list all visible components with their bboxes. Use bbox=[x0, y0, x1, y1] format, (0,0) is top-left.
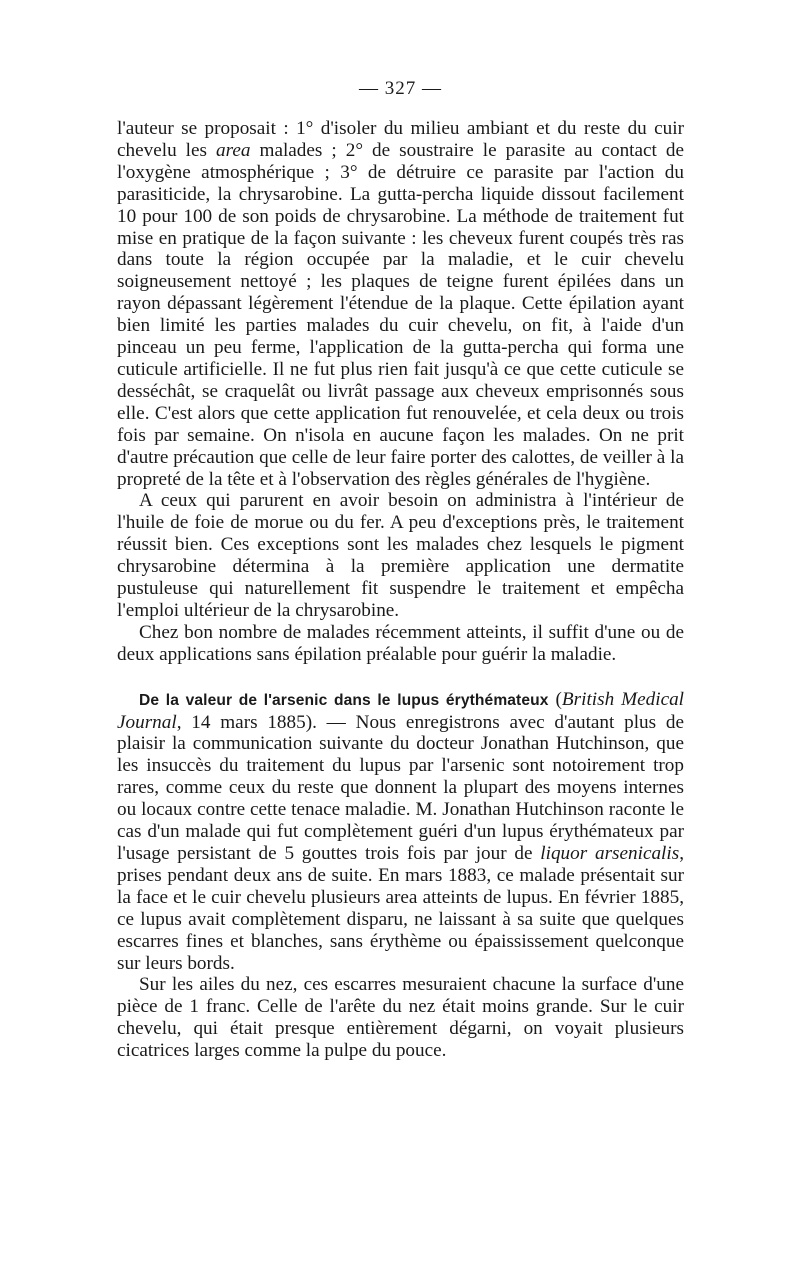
text-run: Sur les ailes du nez, ces escarres mesuraient chacune la surface d'une pièce de 1 franc. Celle de l'arête du nez était moins grande. Sur le cuir chevelu, qui était presque entièrement dégarni, on voyait plusieurs cicatrices larges comme la pulpe du pouce. bbox=[117, 974, 684, 1062]
italic-text: area bbox=[216, 139, 251, 161]
paragraph-p1 bbox=[117, 118, 684, 490]
text-run: A ceux qui parurent en avoir besoin on administra à l'intérieur de l'huile de foie de morue ou du fer. A peu d'exceptions près, le traitement réussit bien. Ces exceptions sont les malades chez lesquels le pigment chrysarobine détermina à la première application une dermatite pustuleuse qui naturellement fit suspendre le traitement et empêcha l'emploi ultérieur de la chrysarobine. bbox=[117, 490, 684, 621]
text-block-treatment bbox=[117, 118, 684, 666]
section-title: De la valeur de l'arsenic dans le lupus érythémateux bbox=[139, 691, 549, 709]
text-block-arsenic bbox=[117, 689, 684, 1062]
paragraph-p4 bbox=[117, 689, 684, 975]
paragraph-p2 bbox=[117, 490, 684, 621]
text-run: , 14 mars 1885). — Nous enregistrons avec d'autant plus de plaisir la communication suivante du docteur Jonathan Hutchinson, que les insuccès du traitement du lupus par l'arsenic sont notoirement trop rares, comme ceux du reste que donnent la plupart des moyens internes ou locaux contre cette tenace maladie. M. Jonathan Hutchinson raconte le cas d'un malade qui fut complètement guéri d'un lupus érythémateux par l'usage persistant de 5 gouttes trois fois par jour de bbox=[117, 711, 684, 864]
paragraph-p5 bbox=[117, 974, 684, 1062]
text-run: ( bbox=[548, 688, 562, 710]
section-spacer bbox=[117, 666, 684, 689]
page-number: — 327 — bbox=[359, 78, 442, 99]
paragraph-p3 bbox=[117, 622, 684, 666]
text-run: , prises pendant deux ans de suite. En mars 1883, ce malade présentait sur la face et le cuir chevelu plusieurs area atteints de lupus. En février 1885, ce lupus avait complètement disparu, ne laissant à sa suite que quelques escarres fines et blanches, sans érythème ou épaississement quelconque sur leurs bords. bbox=[117, 843, 684, 974]
italic-text: liquor arsenicalis bbox=[540, 843, 680, 864]
italic-text: British Medical Journal bbox=[117, 688, 685, 733]
text-run: malades ; 2° de soustraire le parasite au contact de l'oxygène atmosphérique ; 3° de détruire ce parasite par l'action du parasiticide, la chrysarobine. La gutta-percha liquide dissout facilement 10 pour 100 de son poids de chrysarobine. La méthode de traitement fut mise en pratique de la façon suivante : les cheveux furent coupés très ras dans toute la région occupée par la maladie, et le cuir chevelu soigneusement nettoyé ; les plaques de teigne furent épilées dans un rayon dépassant légèrement l'étendue de la plaque. Cette épilation ayant bien limité les parties malades du cuir chevelu, on fit, à l'aide d'un pinceau un peu ferme, l'application de la gutta-percha qui forma une cuticule artificielle. Il ne fut plus rien fait jusqu'à ce que cette cuticule se desséchât, se craquelât ou livrât passage aux cheveux emprisonnés sous elle. C'est alors que cette application fut renouvelée, et cela deux ou trois fois par semaine. On n'isola en aucune façon les malades. On ne prit d'autre précaution que celle de leur faire porter des calottes, de veiller à la propreté de la tête et à l'observation des règles générales de l'hygiène. bbox=[117, 139, 685, 490]
paragraph-body bbox=[117, 689, 684, 974]
document-page bbox=[117, 78, 684, 1062]
text-run: Chez bon nombre de malades récemment atteints, il suffit d'une ou de deux applications sans épilation préalable pour guérir la maladie. bbox=[117, 621, 684, 665]
text-run: l'auteur se proposait : 1° d'isoler du milieu ambiant et du reste du cuir chevelu les bbox=[117, 118, 684, 161]
